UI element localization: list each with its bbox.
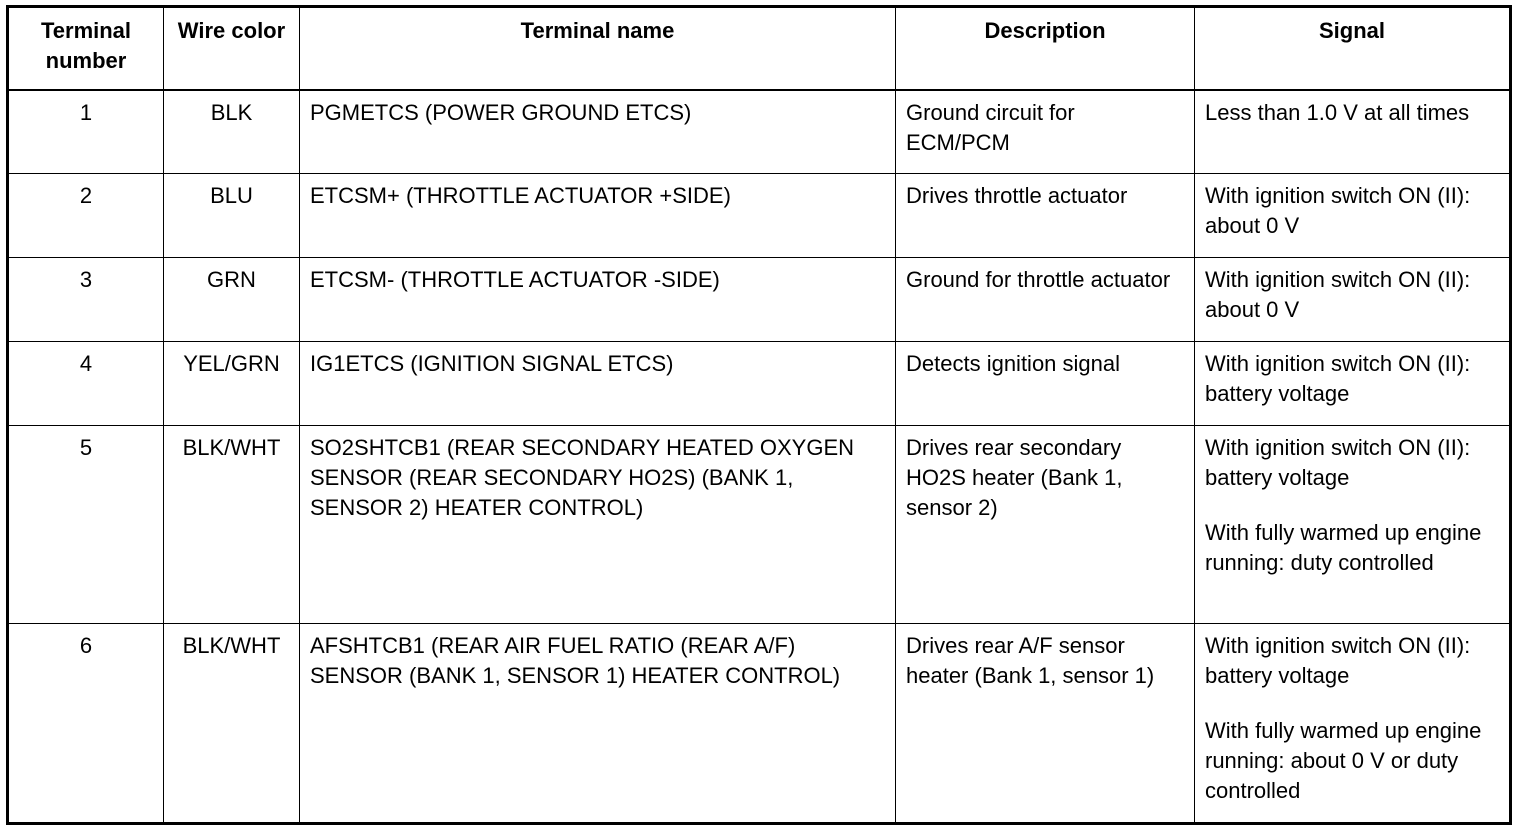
terminal-name-cell: PGMETCS (POWER GROUND ETCS): [300, 90, 896, 174]
table-row: [8, 624, 1511, 824]
description-cell: Ground circuit for ECM/PCM: [896, 90, 1195, 174]
wire-color-cell: YEL/GRN: [164, 342, 300, 426]
signal-cell: [1195, 90, 1511, 174]
signal-line: With ignition switch ON (II): battery voltage: [1205, 351, 1471, 406]
description-cell: Drives rear secondary HO2S heater (Bank 1, sensor 2): [896, 426, 1195, 624]
signal-line: With fully warmed up engine running: duty controlled: [1205, 520, 1482, 575]
table-row: [8, 258, 1511, 342]
signal-cell: [1195, 174, 1511, 258]
description-cell: Detects ignition signal: [896, 342, 1195, 426]
terminal-name-cell: IG1ETCS (IGNITION SIGNAL ETCS): [300, 342, 896, 426]
signal-line: With ignition switch ON (II): about 0 V: [1205, 183, 1471, 238]
signal-line: Less than 1.0 V at all times: [1205, 99, 1470, 125]
header-description: Description: [896, 7, 1195, 90]
terminal-number-cell: 3: [8, 258, 164, 342]
table-row: [8, 426, 1511, 624]
description-cell: Drives throttle actuator: [896, 174, 1195, 258]
signal-line: With ignition switch ON (II): battery voltage: [1205, 633, 1471, 688]
terminal-number-cell: 5: [8, 426, 164, 624]
terminal-name-cell: AFSHTCB1 (REAR AIR FUEL RATIO (REAR A/F) SENSOR (BANK 1, SENSOR 1) HEATER CONTROL): [300, 624, 896, 824]
signal-cell: [1195, 624, 1511, 824]
terminal-number-cell: 4: [8, 342, 164, 426]
header-wire-color: Wire color: [164, 7, 300, 90]
signal-line: With fully warmed up engine running: about 0 V or duty controlled: [1205, 718, 1482, 803]
signal-cell: [1195, 426, 1511, 624]
signal-cell: [1195, 258, 1511, 342]
terminal-name-cell: SO2SHTCB1 (REAR SECONDARY HEATED OXYGEN SENSOR (REAR SECONDARY HO2S) (BANK 1, SENSOR 2) HEATER CONTROL): [300, 426, 896, 624]
header-signal: Signal: [1195, 7, 1511, 90]
wire-color-cell: GRN: [164, 258, 300, 342]
terminal-name-cell: ETCSM- (THROTTLE ACTUATOR -SIDE): [300, 258, 896, 342]
table-row: [8, 90, 1511, 174]
terminal-number-cell: 6: [8, 624, 164, 824]
description-cell: Ground for throttle actuator: [896, 258, 1195, 342]
header-terminal-number: Terminal number: [8, 7, 164, 90]
wire-color-cell: BLK/WHT: [164, 426, 300, 624]
wire-color-cell: BLK/WHT: [164, 624, 300, 824]
terminal-table: [6, 5, 1512, 825]
terminal-number-cell: 1: [8, 90, 164, 174]
terminal-number-cell: 2: [8, 174, 164, 258]
header-terminal-name: Terminal name: [300, 7, 896, 90]
table-row: [8, 342, 1511, 426]
table-row: [8, 174, 1511, 258]
signal-cell: [1195, 342, 1511, 426]
description-cell: Drives rear A/F sensor heater (Bank 1, sensor 1): [896, 624, 1195, 824]
terminal-name-cell: ETCSM+ (THROTTLE ACTUATOR +SIDE): [300, 174, 896, 258]
signal-line: With ignition switch ON (II): about 0 V: [1205, 267, 1471, 322]
header-row: [8, 7, 1511, 90]
wire-color-cell: BLU: [164, 174, 300, 258]
wire-color-cell: BLK: [164, 90, 300, 174]
signal-line: With ignition switch ON (II): battery voltage: [1205, 435, 1471, 490]
